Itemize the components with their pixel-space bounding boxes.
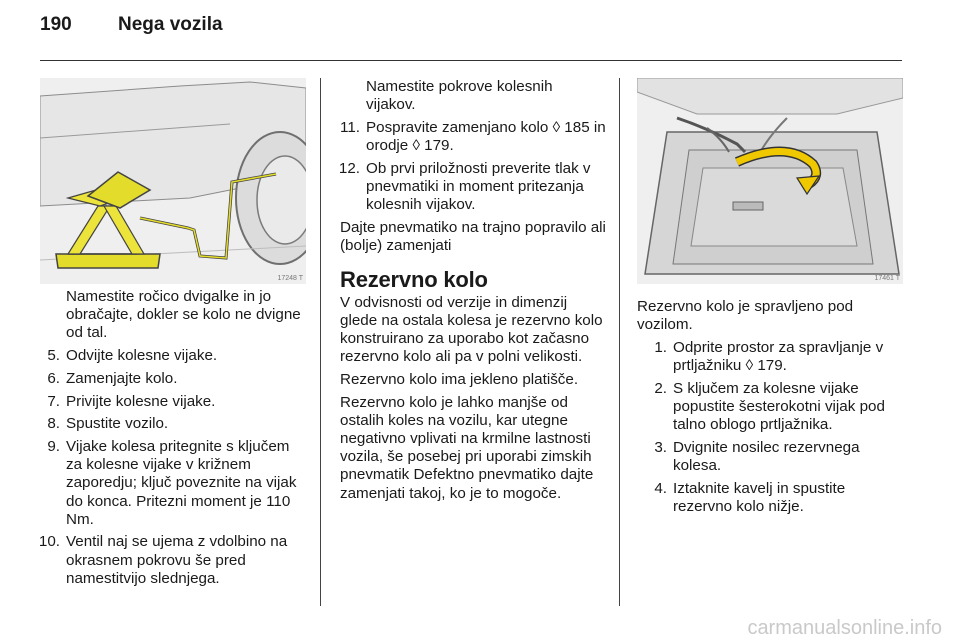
page-number: 190 [40,14,72,35]
col2-steps [340,119,606,215]
column-2 [340,78,606,507]
list-item: 9. Vijake kolesa pritegnite s ključem za kolesne vijake v križnem zaporedju; ključ poveznite na vijak do konca. Pritezni moment je 110 Nm. [47,437,297,528]
col1-intro: Namestite ročico dvigalke in jo obračajte, dokler se kolo ne dvigne od tal. [66,288,301,342]
list-item: 5. Odvijte kolesne vijake. [47,347,218,365]
col3-intro: Rezervno kolo je spravljeno pod vozilom. [637,298,854,334]
col2-paragraph-1: V odvisnosti od verzije in dimenzij glede na ostala kolesa je rezervno kolo konstruirano za uporabo kot začasno rezervno kolo ali pa v polni velikosti. [340,293,603,366]
trunk-drawing [637,78,903,284]
list-item: 11. Pospravite zamenjano kolo ◊ 185 in orodje ◊ 179. [340,118,606,155]
column-3 [637,298,905,521]
column-divider-2 [619,78,620,606]
jack-illustration [40,78,306,284]
col1-steps [40,347,308,588]
list-item: 7. Privijte kolesne vijake. [47,392,216,410]
list-item: 1. Odprite prostor za spravljanje v prtljažniku ◊ 179. [654,338,884,375]
section-heading: Rezervno kolo [340,267,488,293]
col3-steps [637,339,905,516]
list-item: 10. Ventil naj se ujema z vdolbino na okrasnem pokrovu še pred namestitvijo slednjega. [38,533,288,587]
figure-id: 17461 T [874,275,900,282]
figure-id: 17248 T [277,275,303,282]
col2-paragraph-2: Rezervno kolo ima jekleno platišče. [340,370,579,388]
list-item: 8. Spustite vozilo. [47,415,169,433]
column-divider-1 [320,78,321,606]
watermark: carmanualsonline.info [747,617,942,639]
list-item: 12. Ob prvi priložnosti preverite tlak v pnevmatiki in moment pritezanja kolesnih vijakov. [338,159,591,214]
header-rule [40,60,902,61]
col2-after: Dajte pnevmatiko na trajno popravilo ali (bolje) zamenjati [340,218,606,255]
list-item: 6. Zamenjajte kolo. [47,369,178,387]
col2-paragraph-3: Rezervno kolo je lahko manjše od ostalih koles na vozilu, kar utegne negativno vplivati na krmilne lastnosti vozila, še posebej pri uporabi zimskih pnevmatik Defektno pnevmatiko dajte zamenjati takoj, ko je to mogoče. [340,393,594,502]
column-1 [40,288,308,593]
list-item: 3. Dvignite nosilec rezervnega kolesa. [654,438,860,475]
trunk-illustration [637,78,903,284]
section-title: Nega vozila [118,14,223,35]
col2-continued: Namestite pokrove kolesnih vijakov. [366,78,553,114]
list-item: 4. Iztaknite kavelj in spustite rezervno kolo nižje. [654,479,846,516]
list-item: 2. S ključem za kolesne vijake popustite šesterokotni vijak pod talno oblogo prtljažnika. [654,379,885,434]
jack-drawing [40,78,306,284]
page-header [40,14,223,36]
